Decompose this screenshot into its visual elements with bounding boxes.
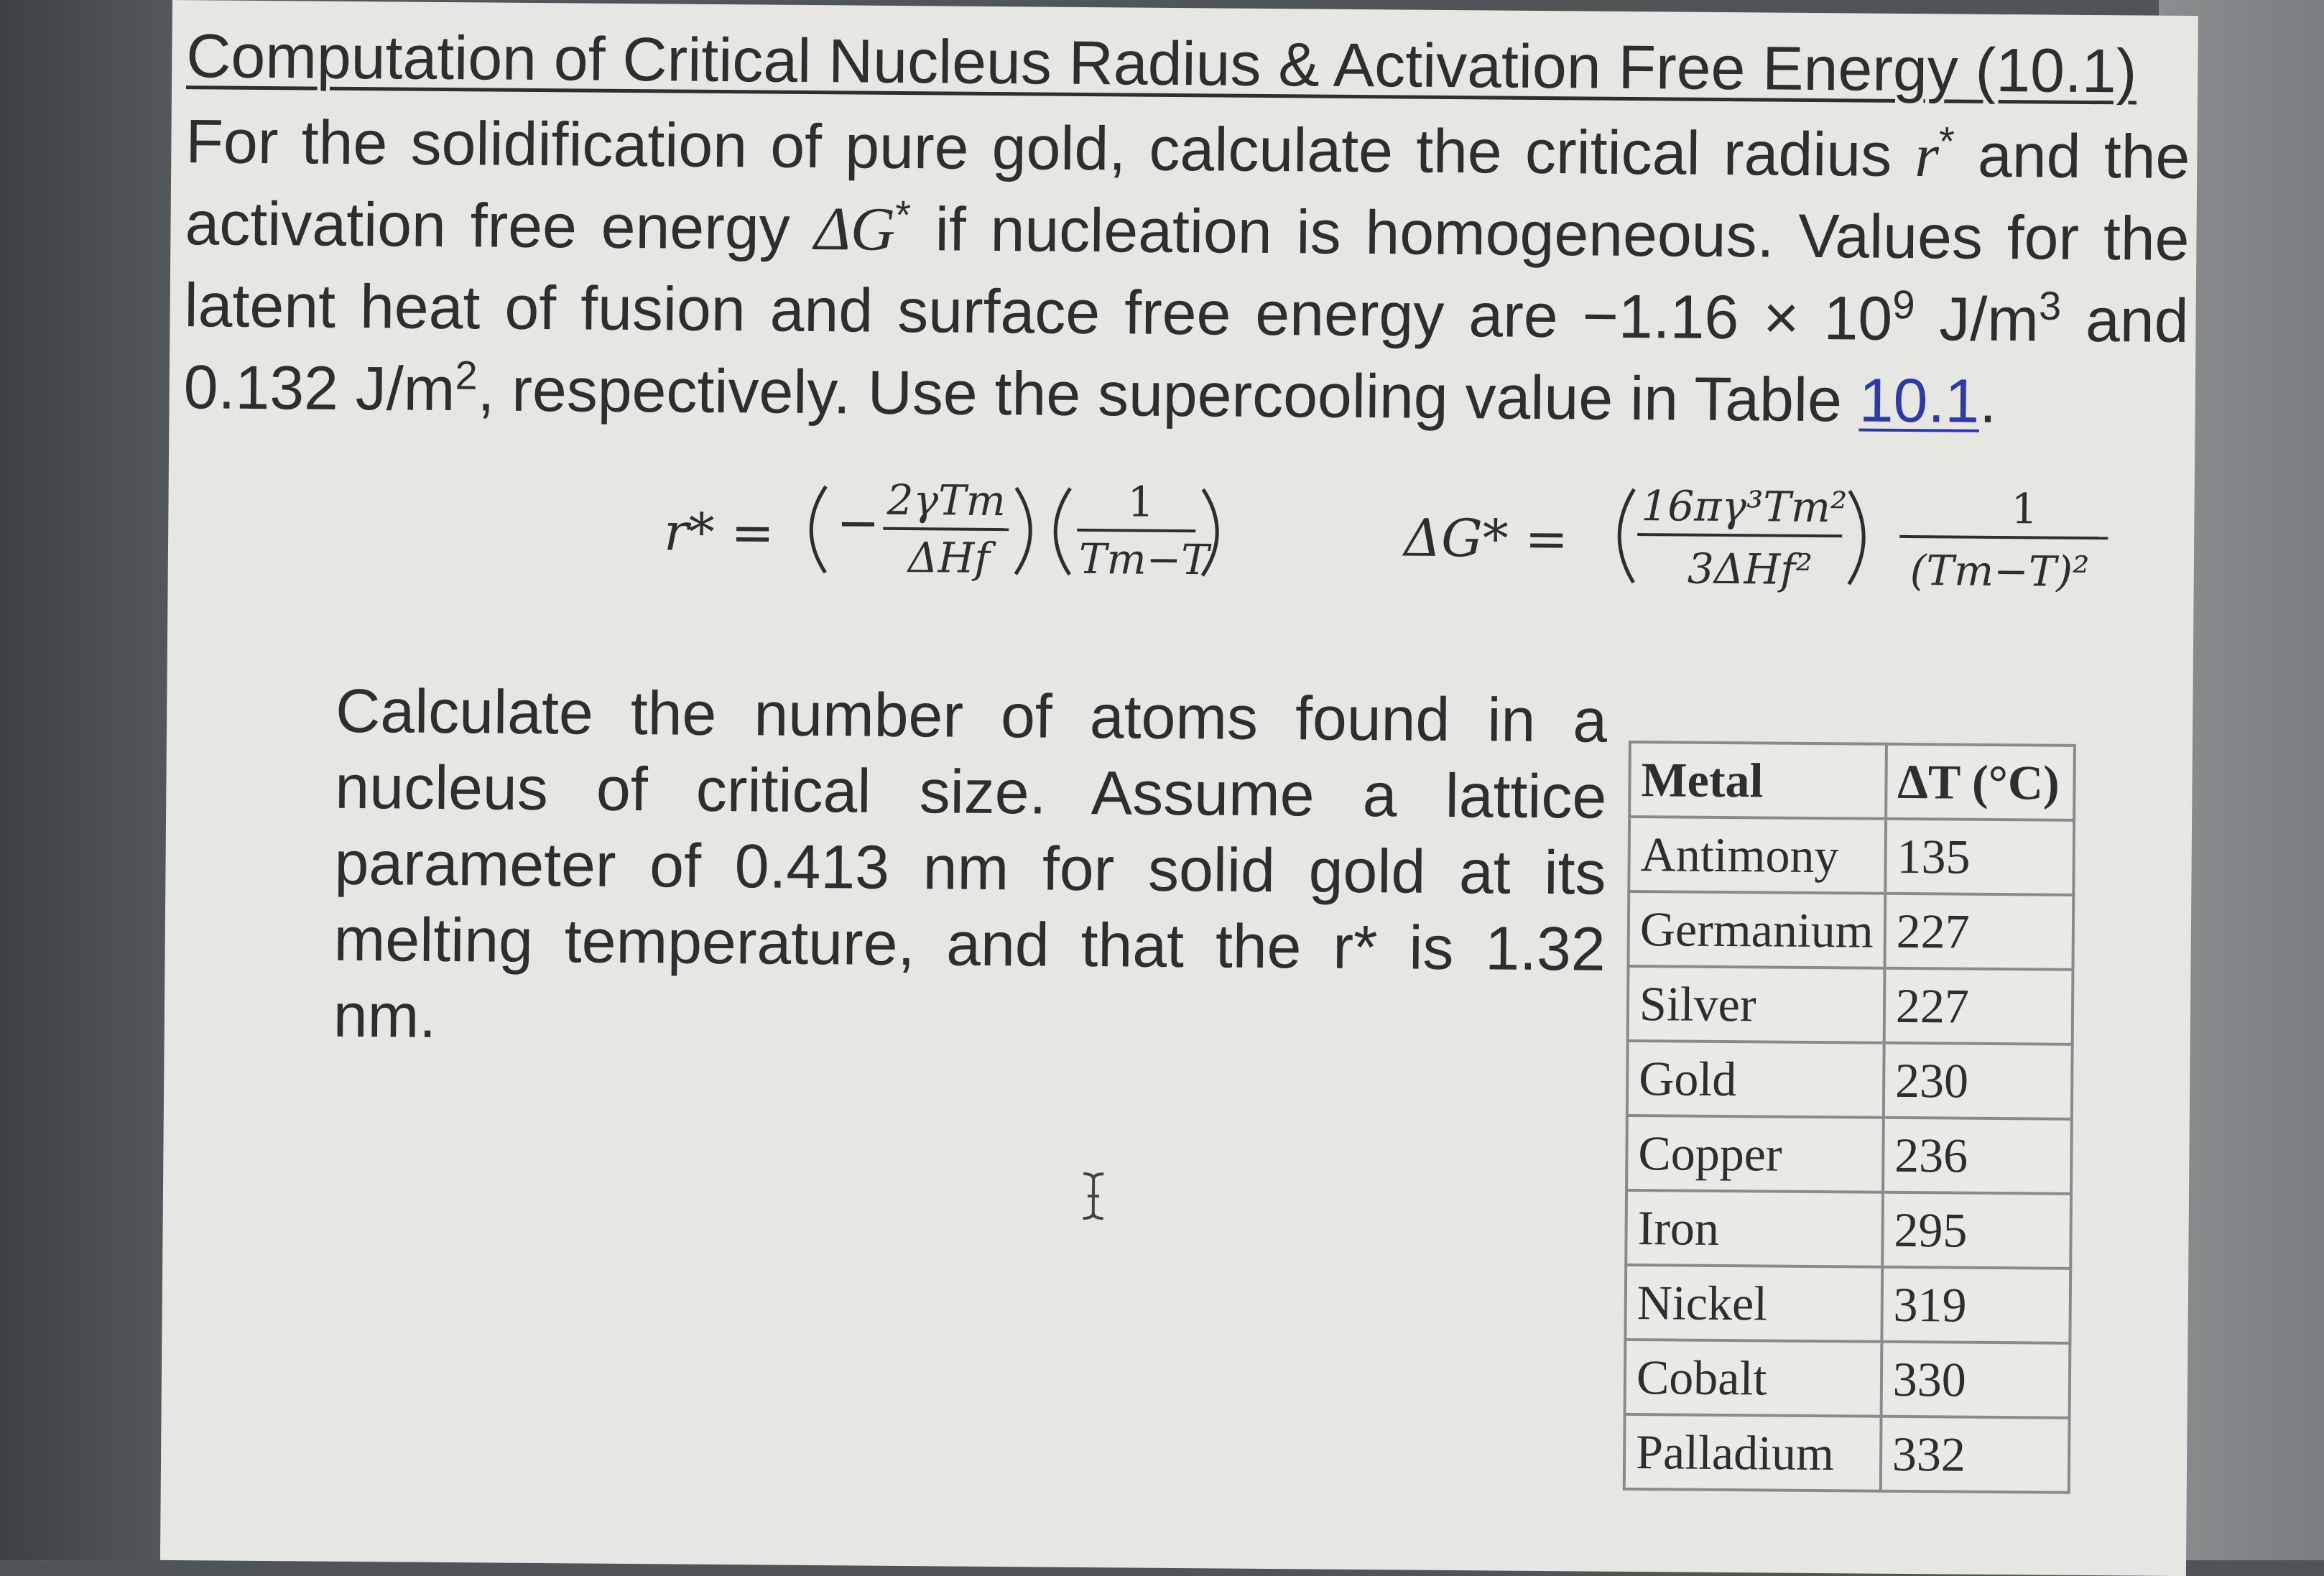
metal-supercooling: 230 (1884, 1043, 2073, 1119)
table-row (1625, 1265, 2070, 1343)
metal-supercooling: 236 (1883, 1118, 2072, 1194)
g-fraction-bar-2 (1899, 537, 2108, 538)
slide-title: Computation of Critical Nucleus Radius & Activation Free Energy (10.1) (186, 22, 2137, 106)
question-text: Calculate the number of atoms found in a nucleus of critical size. Assume a lattice parameter of 0.413 nm for solid gold at its melting temperature, and that the r* is 1.32 nm. (333, 676, 1608, 1051)
g-numerator-2: 1 (2011, 484, 2038, 534)
table-row (1626, 1116, 2072, 1194)
g-paren-close (1849, 491, 1864, 584)
metal-name: Cobalt (1625, 1340, 1882, 1417)
metal-supercooling: 295 (1882, 1192, 2071, 1269)
problem-statement: For the solidification of pure gold, calculate the critical radius r* and the activation free energy ΔG* if nucleation is homogeneous. Values for the latent heat of fusion and surface free energy are $-1.16 \times 10^9$ $J/m^3$ and 0.132 $J/m^2$, respectively. Use the supercooling value in Table 10.1. (183, 107, 2190, 436)
monitor-bezel-left (0, 0, 187, 1560)
g-lhs: ΔG* = (1403, 507, 1569, 570)
table-row (1625, 1340, 2070, 1418)
text-cursor-icon (1079, 1171, 1108, 1221)
r-numerator-2: 1 (1127, 477, 1154, 527)
r-minus: − (835, 492, 880, 553)
table-row (1626, 1190, 2071, 1269)
table-link[interactable]: 10.1 (1858, 366, 1980, 436)
metal-supercooling: 330 (1881, 1342, 2070, 1418)
metal-supercooling: 319 (1881, 1267, 2070, 1343)
activation-energy-equation (1402, 479, 2108, 596)
equations-svg (167, 438, 2195, 655)
equations (167, 438, 2195, 655)
metal-name: Iron (1626, 1190, 1883, 1267)
metal-name: Palladium (1624, 1414, 1881, 1491)
metal-name: Gold (1627, 1041, 1884, 1118)
g-fraction-bar-1 (1637, 534, 1842, 536)
r-denominator-1: ΔHf (907, 533, 991, 583)
metal-supercooling: 227 (1884, 968, 2073, 1044)
r-fraction-bar-2 (1077, 530, 1195, 531)
table-row (1624, 1414, 2070, 1493)
r-paren-open-2 (1055, 488, 1070, 575)
metal-supercooling: 332 (1881, 1417, 2070, 1493)
header-delta-t: ΔT (°C) (1886, 744, 2075, 820)
metal-name: Antimony (1629, 817, 1886, 894)
metal-name: Copper (1626, 1116, 1884, 1192)
g-denominator-2: (Tm−T)² (1909, 546, 2090, 596)
metal-name: Silver (1628, 966, 1885, 1043)
r-lhs: r* = (663, 501, 775, 563)
g-numerator-1: 16πγ³Tm² (1641, 481, 1848, 532)
r-paren-open-1 (811, 486, 826, 573)
r-numerator-1: 2γTm (886, 475, 1006, 526)
r-paren-close-1 (1016, 488, 1031, 574)
text-cursor-svg (1079, 1171, 1108, 1221)
slide (160, 0, 2198, 1576)
g-paren-open (1619, 489, 1634, 583)
r-denominator-2: Tm−T (1078, 534, 1210, 585)
critical-radius-equation (664, 473, 1218, 584)
metal-supercooling: 227 (1884, 894, 2073, 970)
header-metal: Metal (1629, 742, 1886, 819)
table-row (1629, 817, 2074, 895)
metal-name: Germanium (1628, 891, 1885, 968)
table-row (1628, 891, 2073, 970)
table-row (1628, 966, 2073, 1044)
table-header-row (1629, 742, 2075, 820)
metal-supercooling: 135 (1885, 819, 2074, 895)
supercooling-table (1623, 741, 2076, 1494)
g-denominator-1: 3ΔHf² (1687, 544, 1813, 594)
metal-name: Nickel (1625, 1265, 1882, 1342)
table-row (1627, 1041, 2073, 1119)
